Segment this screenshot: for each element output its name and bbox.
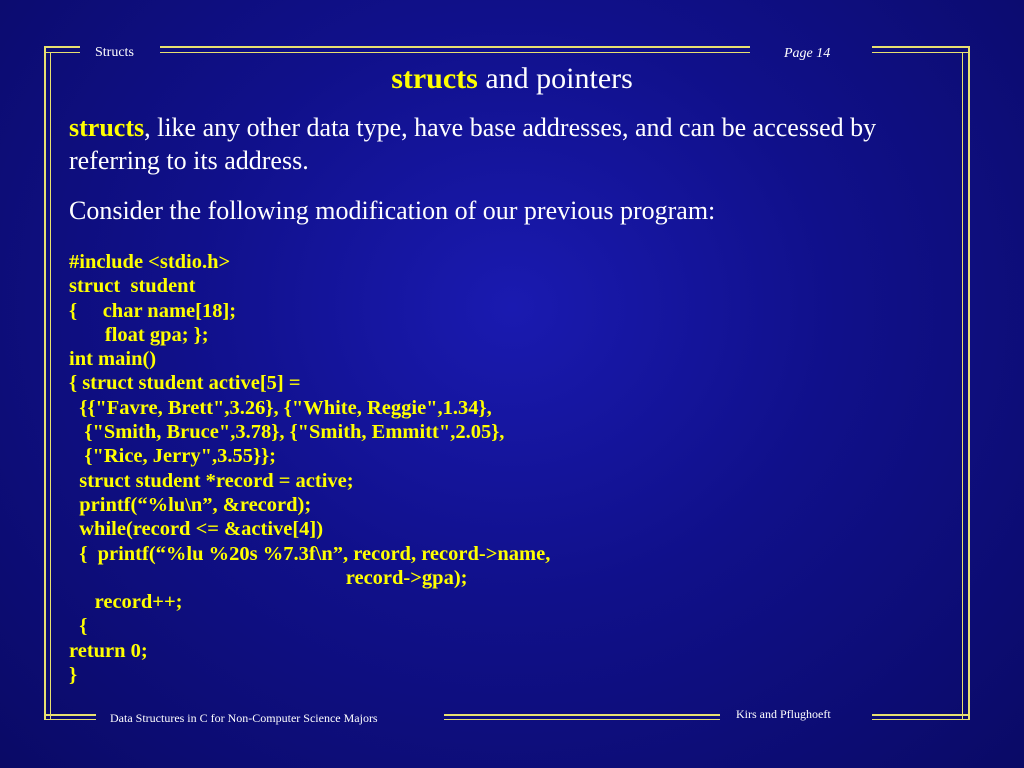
code-line: printf(“%lu\n”, &record);: [69, 493, 312, 516]
code-line: return 0;: [69, 639, 148, 662]
code-line: { printf(“%lu %20s %7.3f\n”, record, record->name,: [69, 542, 551, 565]
footer-authors: Kirs and Pflughoeft: [736, 707, 831, 721]
footer-course-title: Data Structures in C for Non-Computer Science Majors: [110, 711, 378, 725]
code-line: { char name[18];: [69, 299, 237, 322]
code-line: }: [69, 664, 78, 687]
code-line: {"Smith, Bruce",3.78}, {"Smith, Emmitt",2.05},: [69, 421, 505, 444]
code-line: record++;: [69, 591, 183, 614]
code-line: record->gpa);: [69, 566, 468, 589]
code-line: {: [69, 615, 88, 638]
body-paragraph-1: [69, 111, 909, 177]
title-keyword: structs: [391, 62, 478, 95]
code-line: { struct student active[5] =: [69, 372, 301, 395]
body-paragraph-2: Consider the following modification of our previous program:: [69, 196, 716, 225]
code-line: struct student: [69, 275, 196, 298]
code-line: #include <stdio.h>: [69, 251, 231, 273]
code-line: {"Rice, Jerry",3.55}};: [69, 445, 276, 468]
code-block: [69, 250, 550, 687]
page-number: Page 14: [784, 46, 831, 61]
code-line: while(record <= &active[4]): [69, 518, 324, 541]
code-line: struct student *record = active;: [69, 469, 354, 492]
code-line: float gpa; };: [69, 323, 209, 346]
code-line: {{"Favre, Brett",3.26}, {"White, Reggie",1.34},: [69, 396, 492, 419]
paragraph-keyword: structs: [69, 113, 145, 142]
slide-label: Structs: [95, 45, 134, 60]
title-rest: and pointers: [477, 62, 633, 95]
code-line: int main(): [69, 348, 157, 371]
slide-title: [0, 62, 1024, 96]
paragraph-text: , like any other data type, have base addresses, and can be accessed by referring to its address.: [69, 113, 877, 175]
